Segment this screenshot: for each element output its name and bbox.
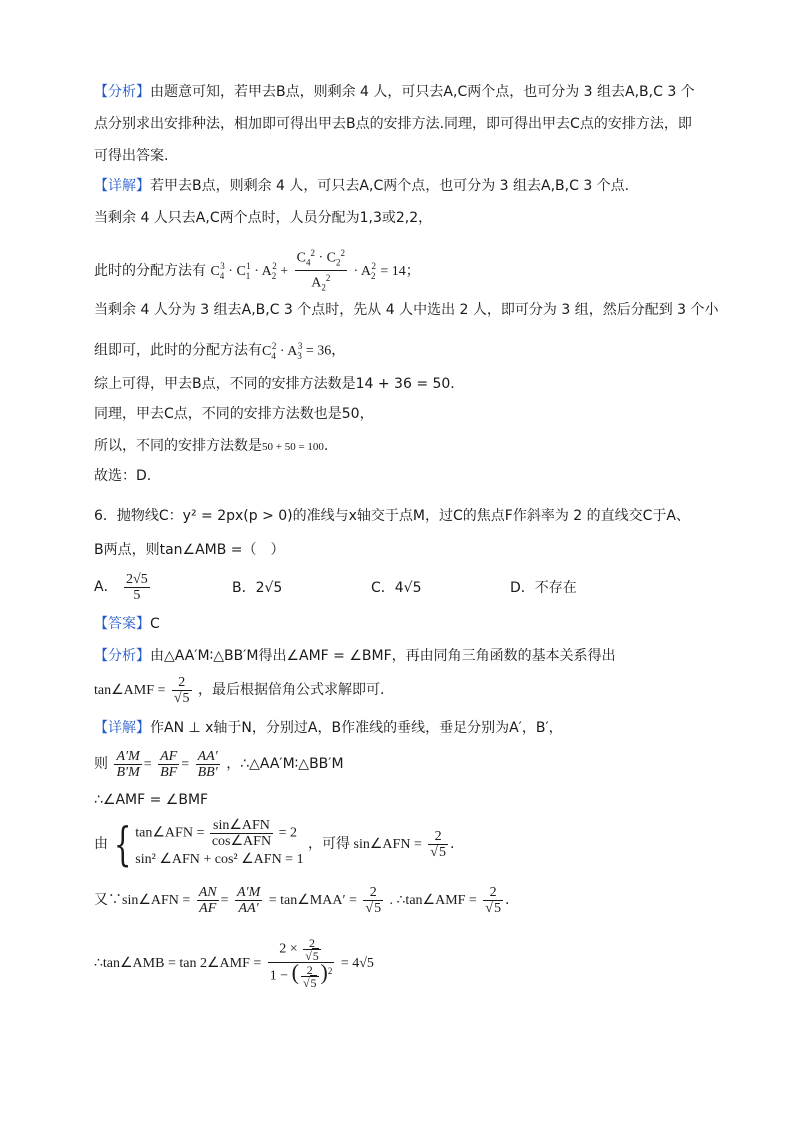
q5-detail-line-8: 所以，不同的安排方法数是50 + 50 = 100. xyxy=(94,438,329,454)
q6-option-a: A． $\frac{2√5}{5}$ xyxy=(94,571,148,603)
q5-answer-line: 故选：D. xyxy=(94,468,152,484)
q5-detail-line-7: 同理，甲去C点，不同的安排方法数也是50， xyxy=(94,406,374,422)
option-a-fraction: $\frac{2√5}{5}$ xyxy=(126,571,148,603)
q6-option-d: D．不存在 xyxy=(510,580,577,596)
q6-option-b: B．2√5 xyxy=(232,580,283,596)
combination-fraction: $\frac{C_4^2 \cdot C_2^2}{A_2^2}$ xyxy=(296,248,345,293)
q6-detail-line-3: ∴∠AMF = ∠BMF xyxy=(94,792,209,808)
q5-analysis-line-3: 可得出答案. xyxy=(94,148,169,164)
q6-detail-line-4: 由 { tan∠AFN = $\frac{\text{sin∠AFN}}{\text{cos∠AFN}}$ = 2 sin² ∠AFN + cos² ∠AFN = 1 ，可得 sin∠AFN = $\frac{2}{√5}$ . xyxy=(94,817,455,871)
combination-expression: $C_4^3 \cdot C_1^1 \cdot A_2^2$ + xyxy=(210,261,289,281)
q5-detail-line-5: 组即可，此时的分配方法有$C_4^2 \cdot A_3^3 = 36$， xyxy=(94,341,346,361)
double-angle-fraction: 2 × $\frac{2}{√5}$ 1 − ( $\frac{2}{√5}$ )$^2$ xyxy=(269,936,333,990)
detail-tag: 【详解】 xyxy=(94,178,150,194)
q5-analysis-line-2: 点分别求出安排种法，相加即可得出甲去B点的安排方法.同理，即可得出甲去C点的安排方法，即 xyxy=(94,116,692,132)
analysis-tag: 【分析】 xyxy=(94,84,150,100)
q6-detail-line-6: ∴tan∠AMB = tan 2∠AMF = 2 × $\frac{2}{√5}$ 1 − ( $\frac{2}{√5}$ )$^2$ = 4√5 xyxy=(94,936,374,990)
q6-stem-line-1: 6．抛物线C：y² = 2px(p > 0)的准线与x轴交于点M，过C的焦点F作斜率为 2 的直线交C于A、 xyxy=(94,508,690,524)
brace-icon: { xyxy=(113,817,132,871)
q5-detail-line-6: 综上可得，甲去B点，不同的安排方法数是14 + 36 = 50. xyxy=(94,376,455,392)
analysis-tag: 【分析】 xyxy=(94,648,150,664)
detail-tag: 【详解】 xyxy=(94,720,150,736)
q6-detail-line-2: 则 $\frac{A'M}{B'M}$ = $\frac{AF}{BF}$ = $\frac{AA'}{BB'}$ ，∴△AA′M∶△BB′M xyxy=(94,748,344,780)
q6-detail-line-5: 又∵sin∠AFN = $\frac{AN}{AF}$ = $\frac{A'M}{AA'}$ = tan∠MAA′ = $\frac{2}{√5}$ . ∴tan∠AMF = $\frac{2}{√5}$ . xyxy=(94,884,510,916)
answer-value: C xyxy=(150,616,160,632)
q6-analysis-line-2: tan∠AMF = $\frac{2}{√5}$ ，最后根据倍角公式求解即可. xyxy=(94,674,385,706)
q6-answer-line xyxy=(94,614,160,634)
q6-analysis-line-1: 【分析】由△AA′M∶△BB′M得出∠AMF = ∠BMF，再由同角三角函数的基本关系得出 xyxy=(94,648,616,664)
answer-tag: 【答案】 xyxy=(94,616,150,632)
q6-detail-line-1: 【详解】作AN ⊥ x轴于N，分别过A，B作准线的垂线，垂足分别为A′，B′， xyxy=(94,720,563,736)
q5-detail-line-2: 当剩余 4 人只去A,C两个点时，人员分配为1,3或2,2， xyxy=(94,210,433,226)
q5-detail-line-1: 【详解】若甲去B点，则剩余 4 人，可只去A,C两个点，也可分为 3 组去A,B,C 3 个点. xyxy=(94,178,630,194)
q5-detail-line-3: 此时的分配方法有 $C_4^3 \cdot C_1^1 \cdot A_2^2$ + $\frac{C_4^2 \cdot C_2^2}{A_2^2}$ · $A_2^2 = 14$； xyxy=(94,246,420,296)
q5-detail-line-4: 当剩余 4 人分为 3 组去A,B,C 3 个点时，先从 4 人中选出 2 人，即可分为 3 组，然后分配到 3 个小 xyxy=(94,302,719,318)
q6-stem-line-2: B两点，则tan∠AMB =（ ） xyxy=(94,542,285,558)
q5-analysis-line-1: 【分析】由题意可知，若甲去B点，则剩余 4 人，可只去A,C两个点，也可分为 3 组去A,B,C 3 个 xyxy=(94,84,695,100)
equation-system: tan∠AFN = $\frac{\text{sin∠AFN}}{\text{cos∠AFN}}$ = 2 sin² ∠AFN + cos² ∠AFN = 1 xyxy=(135,817,304,867)
q6-option-c: C．4√5 xyxy=(371,580,422,596)
